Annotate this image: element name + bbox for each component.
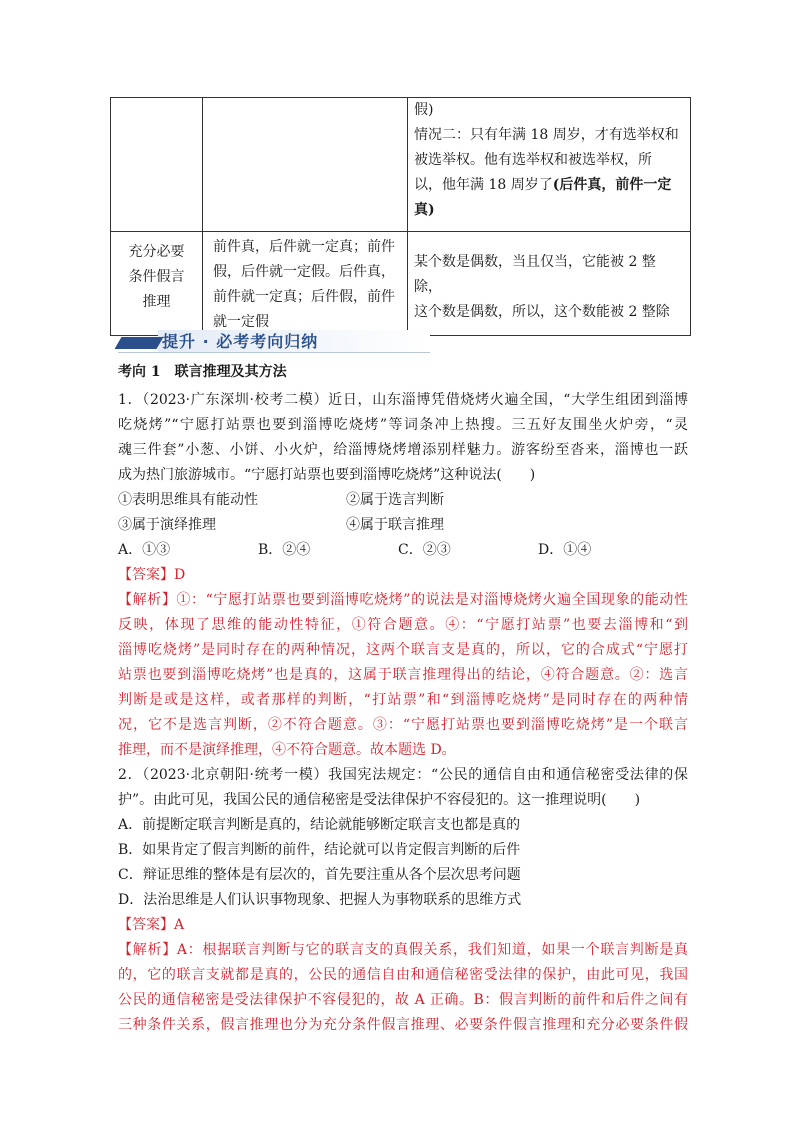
cell-line: 情况二：只有年满 18 周岁，才有选举权和	[414, 127, 679, 143]
question-stem-line: 成为热门旅游城市。“宁愿打站票也要到淄博吃烧烤”这种说法( )	[118, 467, 536, 483]
table-row	[111, 98, 691, 232]
analysis-line: 【解析】A：根据联言判断与它的联言支的真假关系，我们知道，如果一个联言判断是真	[118, 942, 688, 958]
analysis-line: 反映，体现了思维的能动性特征，①符合题意。④：“宁愿打站票”也要去淄博和“到	[118, 617, 688, 633]
answer-label: 【答案】	[118, 917, 174, 933]
table-cell-name	[111, 232, 203, 336]
cell-line: 这个数是偶数，所以，这个数能被 2 整除	[414, 304, 670, 320]
question-stem-line: 吃烧烤”“宁愿打站票也要到淄博吃烧烤”等词条冲上热搜。三五好友围坐火炉旁，“灵	[118, 417, 688, 433]
choice-option: D．①④	[538, 542, 592, 558]
choice-row	[118, 538, 688, 563]
analysis-line: 【解析】①：“宁愿打站票也要到淄博吃烧烤”的说法是对淄博烧烤火遍全国现象的能动性	[118, 592, 688, 608]
statement-item: ①表明思维具有能动性	[118, 492, 258, 508]
cell-line: 推理	[142, 294, 171, 310]
choice-option: C．辩证思维的整体是有层次的，首先要注重从各个层次思考问题	[118, 867, 521, 883]
section-banner	[118, 328, 430, 354]
analysis-block	[118, 588, 688, 763]
table-cell-example	[408, 98, 691, 232]
choice-option: B．如果肯定了假言判断的前件，结论就可以肯定假言判断的后件	[118, 842, 521, 858]
cell-line: 某个数是偶数，当且仅当，它能被 2 整除，	[414, 254, 656, 295]
section-heading: 考向 1 联言推理及其方法	[118, 364, 287, 380]
analysis-line: 况，它不是选言判断，②不符合题意。③：“宁愿打站票也要到淄博吃烧烤”是一个联言	[118, 717, 688, 733]
main-content	[118, 360, 688, 1038]
cell-text: 以，他年满 18 周岁了	[414, 177, 553, 193]
banner-divider	[118, 352, 430, 353]
cell-line: 就一定假	[213, 314, 269, 330]
question-1	[118, 388, 688, 763]
cell-line: 充分必要	[128, 244, 185, 260]
statement-item: ②属于选言判断	[346, 492, 444, 508]
answer-value: A	[174, 917, 185, 933]
statement-item: ③属于演绎推理	[118, 517, 216, 533]
answer-label: 【答案】	[118, 567, 174, 583]
statement-row	[118, 488, 688, 513]
analysis-line: 站票也要到淄博吃烧烤”也是真的，这属于联言推理得出的结论，④符合题意。②：选言	[118, 667, 688, 683]
question-stem-line: 2．（2023·北京朝阳·统考一模）我国宪法规定：“公民的通信自由和通信秘密受法律的保	[118, 767, 688, 783]
question-stem-line: 1．（2023·广东深圳·校考二模）近日，山东淄博凭借烧烤火遍全国，“大学生组团到淄博	[118, 392, 688, 408]
cell-line: 前件真，后件就一定真；前件	[213, 239, 395, 255]
choice-option: D．法治思维是人们认识事物现象、把握人为事物联系的思维方式	[118, 892, 522, 908]
choice-option: A．①③	[118, 542, 171, 558]
table-cell-example	[408, 232, 691, 336]
cell-line	[414, 173, 680, 198]
cell-bold-text: (后件真，前件一定	[552, 177, 672, 193]
statement-item: ④属于联言推理	[346, 517, 444, 533]
choice-option: C．②③	[398, 542, 451, 558]
cell-line: 条件假言	[128, 269, 185, 285]
table-cell-empty	[111, 98, 203, 232]
cell-line: 假)	[414, 102, 434, 118]
analysis-line: 三种条件关系，假言推理也分为充分条件假言推理、必要条件假言推理和充分必要条件假	[118, 1017, 688, 1033]
statement-row	[118, 513, 688, 538]
analysis-line: 推理，而不是演绎推理，④不符合题意。故本题选 D。	[118, 742, 456, 758]
analysis-line: 公民的通信秘密是受法律保护不容侵犯的，故 A 正确。B：假言判断的前件和后件之间有	[118, 992, 688, 1008]
analysis-line: 淄博吃烧烤”是同时存在的两种情况，这两个联言支是真的，所以，它的合成式“宁愿打	[118, 642, 688, 658]
cell-line: 前件就一定真；后件假，前件	[213, 289, 395, 305]
table-row	[111, 232, 691, 336]
analysis-line: 的，它的联言支就都是真的，公民的通信自由和通信秘密受法律的保护，由此可见，我国	[118, 967, 688, 983]
cell-bold-line: 真)	[414, 202, 435, 218]
choice-option: A．前提断定联言判断是真的，结论就能够断定联言支也都是真的	[118, 817, 521, 833]
answer-line	[118, 563, 688, 588]
table-cell-rule	[203, 232, 408, 336]
question-2	[118, 763, 688, 1038]
cell-line: 被选举权。他有选举权和被选举权，所	[414, 152, 652, 168]
analysis-line: 判断是或是这样，或者那样的判断，“打站票”和“到淄博吃烧烤”是同时存在的两种情	[118, 692, 688, 708]
analysis-block	[118, 938, 688, 1038]
reasoning-table	[110, 97, 691, 336]
cell-line: 假，后件就一定假。后件真，	[213, 264, 395, 280]
banner-title: 提升 · 必考考向归纳	[162, 332, 319, 351]
answer-line	[118, 913, 688, 938]
table-cell-empty	[203, 98, 408, 232]
banner-accent-bar	[115, 337, 164, 349]
question-stem-line: 护”。由此可见，我国公民的通信秘密是受法律保护不容侵犯的。这一推理说明( )	[118, 792, 641, 808]
choice-option: B．②④	[258, 542, 311, 558]
answer-value: D	[174, 567, 186, 583]
question-stem-line: 魂三件套”小葱、小饼、小火炉，给淄博烧烤增添别样魅力。游客纷至沓来，淄博也一跃	[118, 442, 688, 458]
